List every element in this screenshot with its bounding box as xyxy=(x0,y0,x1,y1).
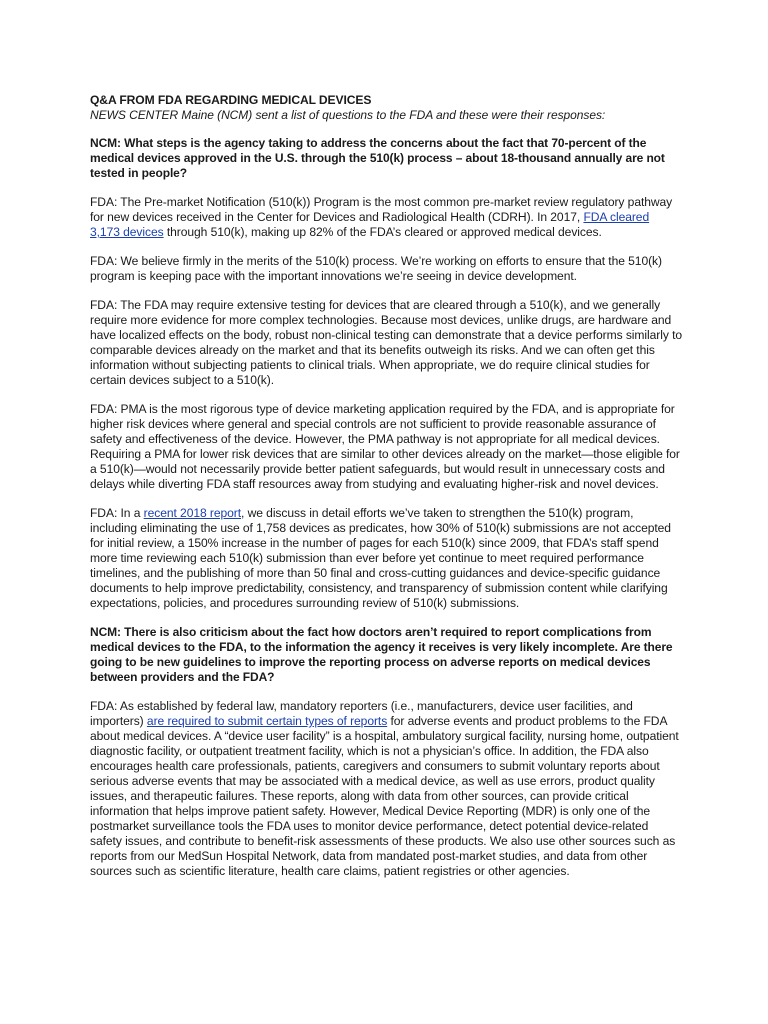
answer-6 xyxy=(90,699,682,879)
answer-5-text-post: , we discuss in detail efforts we’ve taken to strengthen the 510(k) program, including eliminating the use of 1,758 devices as predicates, how 30% of 510(k) submissions are not accepted for initial review, a 150% increase in the number of pages for each 510(k) since 2009, that FDA’s staff spend more time reviewing each 510(k) submission than ever before yet continue to meet required performance timelines, and the publishing of more than 50 final and cross-cutting guidances and device-specific guidance documents to help improve predictability, consistency, and transparency of submission content while clarifying expectations, policies, and procedures surrounding review of 510(k) submissions. xyxy=(90,506,671,610)
answer-2: FDA: We believe firmly in the merits of the 510(k) process. We’re working on efforts to ensure that the 510(k) program is keeping pace with the important innovations we’re seeing in device development. xyxy=(90,254,662,283)
fda-cleared-devices-link[interactable]: FDA cleared 3,173 devices xyxy=(90,210,650,239)
answer-1 xyxy=(90,195,682,240)
answer-6-text-pre: FDA: As established by federal law, mandatory reporters (i.e., manufacturers, device user facilities, and importers) xyxy=(90,699,633,728)
required-reports-link[interactable]: are required to submit certain types of reports xyxy=(146,714,388,728)
answer-1-text-post: through 510(k), making up 82% of the FDA’s cleared or approved medical devices. xyxy=(163,225,602,239)
document-title: Q&A FROM FDA REGARDING MEDICAL DEVICES xyxy=(90,93,372,107)
answer-5-text-pre: FDA: In a xyxy=(90,506,144,520)
question-2: NCM: There is also criticism about the fact how doctors aren’t required to report complications from medical devices to the FDA, to the information the agency it receives is very likely incomplete. Are there going to be new guidelines to improve the reporting process on adverse reports on medical devices between providers and the FDA? xyxy=(90,625,673,684)
document-page xyxy=(90,93,682,893)
answer-6-text-post: for adverse events and product problems to the FDA about medical devices. A “device user facility” is a hospital, ambulatory surgical facility, nursing home, outpatient diagnostic facility, or outpatient treatment facility, which is not a physician’s office. In addition, the FDA also encourages health care professionals, patients, caregivers and consumers to submit voluntary reports about serious adverse events that may be associated with a medical device, as well as use errors, product quality issues, and therapeutic failures. These reports, along with data from other sources, can provide critical information that helps improve patient safety. However, Medical Device Reporting (MDR) is only one of the postmarket surveillance tools the FDA uses to monitor device performance, detect potential device-related safety issues, and contribute to benefit-risk assessments of these products. We also use other sources such as reports from our MedSun Hospital Network, data from mandated post-market studies, and data from other sources such as scientific literature, health care claims, patient registries or other agencies. xyxy=(90,714,679,878)
answer-1-text-pre: FDA: The Pre-market Notification (510(k)) Program is the most common pre-market review regulatory pathway for new devices received in the Center for Devices and Radiological Health (CDRH). In 2017, xyxy=(90,195,673,224)
answer-5 xyxy=(90,506,682,611)
answer-4: FDA: PMA is the most rigorous type of device marketing application required by the FDA, and is appropriate for higher risk devices where general and special controls are not sufficient to provide reasonable assurance of safety and effectiveness of the device. However, the PMA pathway is not appropriate for all medical devices. Requiring a PMA for lower risk devices that are similar to other devices already on the market—those eligible for a 510(k)—would not necessarily provide better patient safeguards, but would result in unnecessary costs and delays while diverting FDA staff resources away from studying and evaluating higher-risk and novel devices. xyxy=(90,402,680,491)
answer-3: FDA: The FDA may require extensive testing for devices that are cleared through a 510(k), and we generally require more evidence for more complex technologies. Because most devices, unlike drugs, are hardware and have localized effects on the body, robust non-clinical testing can demonstrate that a device performs similarly to comparable devices already on the market and that its benefits outweigh its risks. And we can often get this information without subjecting patients to clinical trials. When appropriate, we do require clinical studies for certain devices subject to a 510(k). xyxy=(90,298,682,387)
document-subtitle: NEWS CENTER Maine (NCM) sent a list of questions to the FDA and these were their responses: xyxy=(90,108,606,122)
recent-2018-report-link[interactable]: recent 2018 report xyxy=(143,506,242,520)
question-1: NCM: What steps is the agency taking to address the concerns about the fact that 70-percent of the medical devices approved in the U.S. through the 510(k) process – about 18-thousand annually are not tested in people? xyxy=(90,136,665,180)
